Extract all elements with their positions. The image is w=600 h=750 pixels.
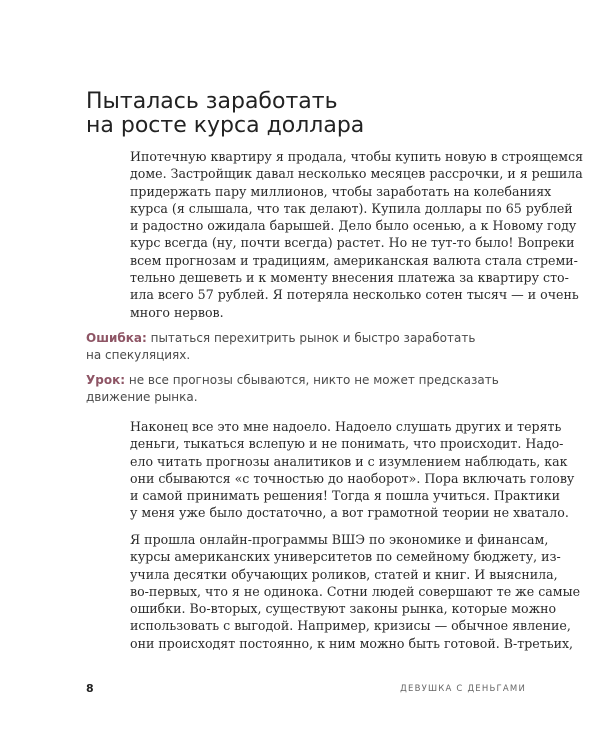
lesson-text: движение рынка. <box>86 390 198 405</box>
text-line: курса (я слышала, что так делают). Купила доллары по 65 рублей <box>130 200 573 216</box>
text-line: и самой принимать решения! Тогда я пошла учиться. Практики <box>130 488 560 504</box>
text-line: курсы американских университетов по семейному бюджету, из- <box>130 549 561 565</box>
text-line: всем прогнозам и традициям, американская валюта стала стреми- <box>130 252 578 268</box>
mistake-text: пытаться перехитрить рынок и быстро заработать <box>146 331 476 345</box>
text-line: ело читать прогнозы аналитиков и с изумлением наблюдать, как <box>130 453 568 469</box>
text-line: они происходят постоянно, к ним можно быть готовой. В-третьих, <box>130 635 574 651</box>
text-line: и радостно ожидала барышей. Дело было осенью, а к Новому году <box>130 218 577 234</box>
text-line: ила всего 57 рублей. Я потеряла несколько сотен тысяч — и очень <box>130 287 579 303</box>
text-line: много нервов. <box>130 304 224 320</box>
running-title: ДЕВУШКА С ДЕНЬГАМИ <box>400 684 526 694</box>
text-line: они сбываются «с точностью до наоборот». Пора включать голову <box>130 470 575 486</box>
text-line: деньги, тыкаться вслепую и не понимать, что происходит. Надо- <box>130 436 564 452</box>
text-line: Ипотечную квартиру я продала, чтобы купить новую в строящемся <box>130 149 584 164</box>
mistake-callout <box>86 330 516 365</box>
text-line: во-первых, что я не одинока. Сотни людей совершают те же самые <box>130 583 581 599</box>
text-line: Наконец все это мне надоело. Надоело слушать других и терять <box>130 419 562 434</box>
page-number: 8 <box>86 682 94 695</box>
text-line: использовать с выгодой. Например, кризисы — обычное явление, <box>130 618 571 634</box>
heading-line: на росте курса доллара <box>86 113 365 138</box>
text-line: тельно дешеветь и к моменту внесения платежа за квартиру сто- <box>130 270 569 286</box>
paragraph-1 <box>130 148 584 321</box>
lesson-callout <box>86 372 516 407</box>
text-line: учила десятки обучающих роликов, статей и книг. И выяснила, <box>130 566 558 582</box>
text-line: доме. Застройщик давал несколько месяцев рассрочки, и я решила <box>130 166 583 182</box>
text-line: Я прошла онлайн-программы ВШЭ по экономике и финансам, <box>130 532 549 547</box>
heading-line: Пыталась заработать <box>86 89 338 114</box>
paragraph-3 <box>130 531 581 652</box>
text-line: у меня уже было достаточно, а вот грамотной теории не хватало. <box>130 505 569 521</box>
text-line: ошибки. Во-вторых, существуют законы рынка, которые можно <box>130 601 557 617</box>
lesson-text: не все прогнозы сбываются, никто не может предсказать <box>125 373 499 387</box>
mistake-label: Ошибка: <box>86 331 147 345</box>
mistake-text: на спекуляциях. <box>86 348 191 363</box>
lesson-label: Урок: <box>86 373 126 387</box>
paragraph-2 <box>130 418 575 522</box>
text-line: курс всегда (ну, почти всегда) растет. Но не тут-то было! Вопреки <box>130 235 575 251</box>
text-line: придержать пару миллионов, чтобы заработать на колебаниях <box>130 183 552 199</box>
section-heading <box>86 90 486 138</box>
